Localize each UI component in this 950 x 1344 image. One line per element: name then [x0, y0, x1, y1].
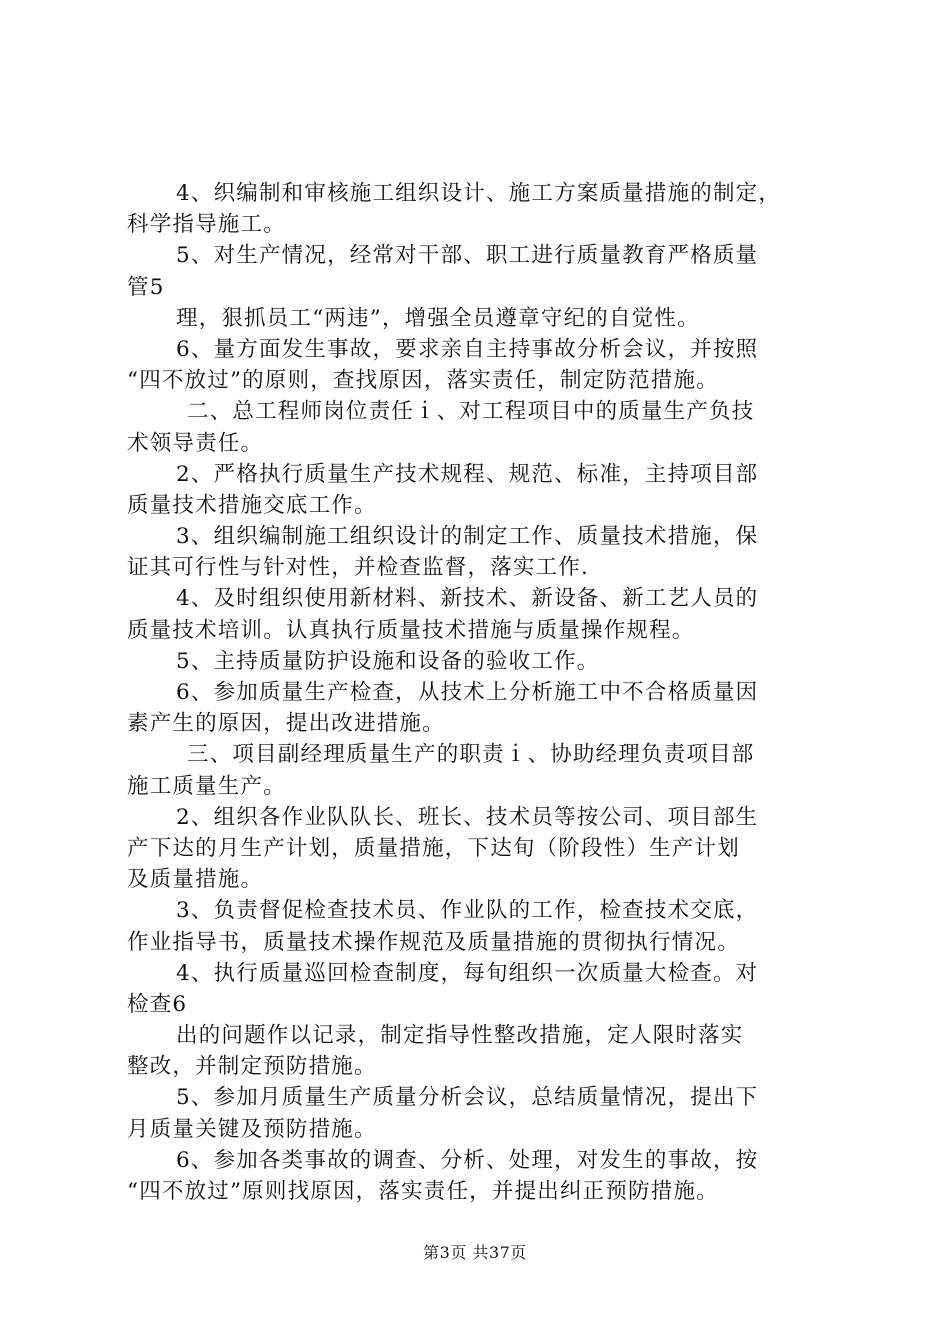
text-line: 2、组织各作业队队长、班长、技术员等按公司、项目部生: [176, 804, 759, 830]
text-line: 3、负责督促检查技术员、作业队的工作，检查技术交底，: [176, 898, 759, 924]
text-line: 质量技术培训。认真执行质量技术措施与质量操作规程。: [127, 617, 695, 643]
text-line: 证其可行性与针对性，并检查监督，落实工作.: [127, 555, 590, 581]
text-line: 4、执行质量巡回检查制度，每旬组织一次质量大检查。对: [176, 960, 759, 986]
text-line: 2、严格执行质量生产技术规程、规范、标准，主持项目部: [176, 461, 759, 487]
text-line: 科学指导施工。: [127, 212, 286, 238]
text-line: 4、及时组织使用新材料、新技术、新设备、新工艺人员的: [176, 586, 759, 612]
text-line: 术领导责任。: [127, 430, 264, 456]
text-line: 出的问题作以记录，制定指导性整改措施，定人限时落实: [176, 1023, 744, 1049]
text-line: 5、对生产情况，经常对干部、职工进行质量教育严格质量: [176, 243, 759, 269]
text-line: 月质量关键及预防措施。: [127, 1116, 377, 1142]
body-text: [127, 178, 832, 1207]
text-line: 作业指导书，质量技术操作规范及质量措施的贯彻执行情况。: [127, 929, 740, 955]
text-line: 产下达的月生产计划，质量措施，下达旬（阶段性）生产计划: [127, 835, 740, 861]
text-line: 6、参加各类事故的调查、分析、处理，对发生的事故，按: [176, 1147, 759, 1173]
text-line: 3、组织编制施工组织设计的制定工作、质量技术措施，保: [176, 524, 759, 550]
text-line: 二、总工程师岗位责任ｉ、对工程项目中的质量生产负技: [187, 399, 755, 425]
page-footer: 第3页 共37页: [423, 1243, 527, 1262]
text-line: “四不放过”原则找原因，落实责任，并提出纠正预防措施。: [127, 1179, 719, 1204]
text-line: 6、参加质量生产检查，从技术上分析施工中不合格质量因: [176, 680, 759, 705]
text-line: “四不放过”的原则，查找原因，落实责任，制定防范措施。: [127, 368, 719, 394]
text-line: 施工质量生产。: [127, 773, 286, 799]
text-line: 素产生的原因，提出改进措施。: [127, 711, 445, 737]
text-line: 5、参加月质量生产质量分析会议，总结质量情况，提出下: [176, 1085, 759, 1111]
text-line: 检查6: [127, 991, 188, 1017]
text-line: 理，狠抓员工“两违”，增强全员遵章守纪的自觉性。: [176, 305, 700, 331]
text-line: 6、量方面发生事故，要求亲自主持事故分析会议，并按照: [176, 336, 759, 362]
text-line: 管5: [127, 274, 165, 300]
text-line: 整改，并制定预防措施。: [127, 1054, 377, 1080]
text-line: 质量技术措施交底工作。: [127, 492, 377, 518]
text-line: 5、主持质量防护设施和设备的验收工作。: [176, 648, 600, 674]
text-line: 三、项目副经理质量生产的职责ｉ、协助经理负责项目部: [187, 742, 755, 768]
text-line: 4、织编制和审核施工组织设计、施工方案质量措施的制定，: [176, 181, 782, 206]
text-line: 及质量措施。: [127, 867, 264, 893]
